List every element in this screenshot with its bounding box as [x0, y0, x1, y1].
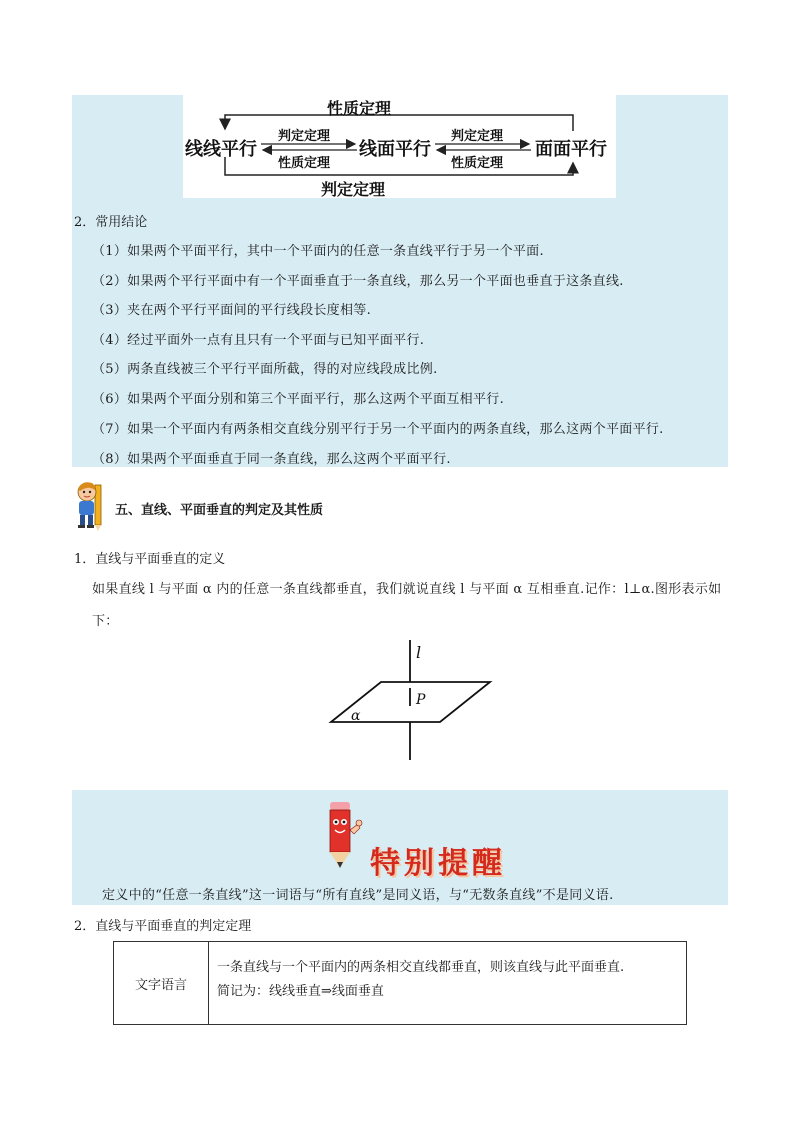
parallel-relations-diagram — [183, 95, 616, 198]
line-perpendicular-plane-figure — [326, 636, 496, 764]
conclusion-item: （5）两条直线被三个平行平面所截，得的对应线段成比例. — [92, 362, 438, 377]
conclusion-item: （8）如果两个平面垂直于同一条直线，那么这两个平面平行. — [92, 452, 451, 467]
section5-title: 五、直线、平面垂直的判定及其性质 — [115, 503, 324, 518]
theorem-text-line1: 一条直线与一个平面内的两条相交直线都垂直，则该直线与此平面垂直. — [217, 960, 625, 975]
top-loop-label: 性质定理 — [327, 99, 392, 118]
conclusion-item: （4）经过平面外一点有且只有一个平面与已知平面平行. — [92, 333, 425, 348]
arrow2-top-label: 判定定理 — [451, 129, 504, 144]
theorem-table — [113, 941, 687, 1025]
fig-label-alpha: α — [351, 708, 361, 724]
arrow1-top-label: 判定定理 — [278, 129, 331, 144]
table-row — [114, 942, 687, 1025]
definition-heading: 1．直线与平面垂直的定义 — [74, 552, 226, 567]
node-line-plane: 线面平行 — [359, 139, 431, 160]
table-row-content — [209, 942, 687, 1025]
tip-text: 定义中的“任意一条直线”这一词语与“所有直线”是同义语，与“无数条直线”不是同义语. — [102, 888, 614, 903]
definition-text-line2: 下： — [92, 614, 119, 629]
fig-label-p: P — [416, 692, 426, 708]
conclusion-item: （7）如果一个平面内有两条相交直线分别平行于另一个平面内的两条直线，那么这两个平面平行. — [92, 422, 664, 437]
red-pencil-mascot-icon — [320, 796, 364, 870]
conclusions-heading: 2．常用结论 — [74, 215, 148, 230]
conclusion-item: （3）夹在两个平行平面间的平行线段长度相等. — [92, 303, 372, 318]
table-row-label: 文字语言 — [114, 942, 209, 1025]
definition-text-line1: 如果直线 l 与平面 α 内的任意一条直线都垂直，我们就说直线 l 与平面 α 互相垂直.记作：l⊥α.图形表示如 — [92, 582, 722, 597]
conclusion-item: （1）如果两个平面平行，其中一个平面内的任意一条直线平行于另一个平面. — [92, 244, 544, 259]
theorem-text-line2: 简记为：线线垂直⇒线面垂直 — [217, 984, 384, 999]
tip-title: 特别提醒 — [370, 846, 506, 881]
fig-label-l: l — [416, 643, 422, 662]
conclusion-item: （6）如果两个平面分别和第三个平面平行，那么这两个平面互相平行. — [92, 392, 505, 407]
node-plane-plane: 面面平行 — [535, 139, 607, 160]
bottom-loop-label: 判定定理 — [321, 180, 386, 199]
arrow1-bottom-label: 性质定理 — [278, 156, 331, 171]
node-line-line: 线线平行 — [185, 139, 257, 160]
student-pencil-icon — [74, 479, 108, 531]
arrow2-bottom-label: 性质定理 — [451, 156, 504, 171]
conclusion-item: （2）如果两个平行平面中有一个平面垂直于一条直线，那么另一个平面也垂直于这条直线. — [92, 274, 624, 289]
theorem-heading: 2．直线与平面垂直的判定定理 — [74, 919, 252, 934]
